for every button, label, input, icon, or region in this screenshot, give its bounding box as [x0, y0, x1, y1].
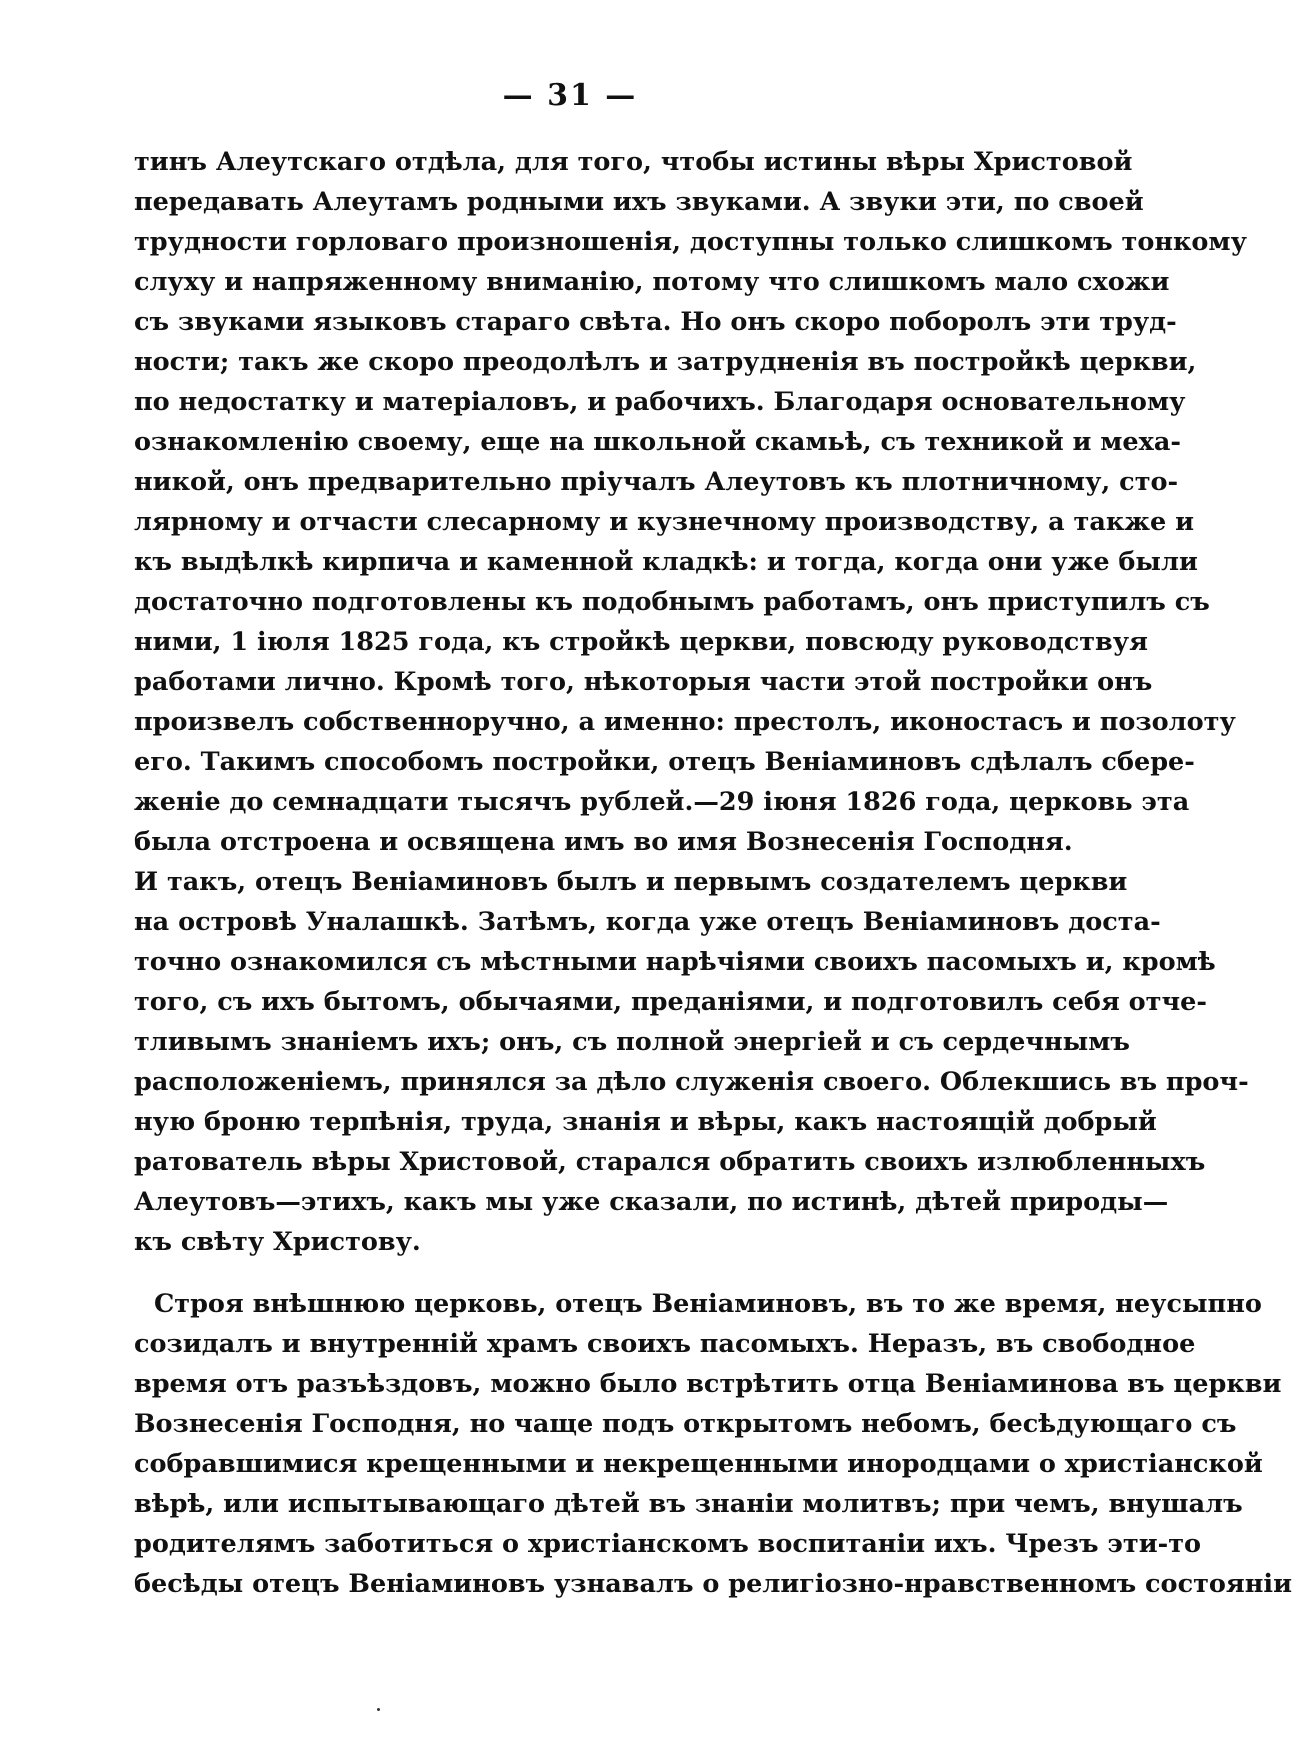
- text-line: родителямъ заботиться о христіанскомъ воспитаніи ихъ. Чрезъ эти-то: [134, 1529, 1202, 1559]
- text-line: лярному и отчасти слесарному и кузнечному производству, а также и: [134, 507, 1195, 537]
- body-text: [134, 142, 1292, 1604]
- text-line: расположеніемъ, принялся за дѣло служенія своего. Облекшись въ проч-: [134, 1067, 1249, 1097]
- text-line: была отстроена и освящена имъ во имя Вознесенія Господня.: [134, 827, 1073, 857]
- text-line: ную броню терпѣнія, труда, знанія и вѣры, какъ настоящій добрый: [134, 1107, 1157, 1137]
- text-line: ними, 1 іюля 1825 года, къ стройкѣ церкви, повсюду руководствуя: [134, 627, 1148, 657]
- paragraph-gap: [134, 1262, 1004, 1284]
- text-line: тинъ Алеутскаго отдѣла, для того, чтобы истины вѣры Христовой: [134, 147, 1133, 177]
- text-line: созидалъ и внутренній храмъ своихъ пасомыхъ. Неразъ, въ свободное: [134, 1329, 1196, 1359]
- text-line: къ выдѣлкѣ кирпича и каменной кладкѣ: и тогда, когда они уже были: [134, 547, 1198, 577]
- text-line: тливымъ знаніемъ ихъ; онъ, съ полной энергіей и съ сердечнымъ: [134, 1027, 1130, 1057]
- text-line: достаточно подготовлены къ подобнымъ работамъ, онъ приступилъ съ: [134, 587, 1210, 617]
- print-speck: [377, 1708, 380, 1711]
- text-line: Строя внѣшнюю церковь, отецъ Веніаминовъ, въ то же время, неусыпно: [154, 1289, 1262, 1319]
- text-line: трудности горловаго произношенія, доступны только слишкомъ тонкому: [134, 227, 1247, 257]
- text-line: точно ознакомился съ мѣстными нарѣчіями своихъ пасомыхъ и, кромѣ: [134, 947, 1216, 977]
- page-number: — 31 —: [502, 78, 638, 113]
- text-line: того, съ ихъ бытомъ, обычаями, преданіями, и подготовилъ себя отче-: [134, 987, 1207, 1017]
- text-line: передавать Алеутамъ родными ихъ звуками. А звуки эти, по своей: [134, 187, 1144, 217]
- text-line: Алеутовъ—этихъ, какъ мы уже сказали, по истинѣ, дѣтей природы—: [134, 1187, 1169, 1217]
- text-line: ратователь вѣры Христовой, старался обратить своихъ излюбленныхъ: [134, 1147, 1206, 1177]
- text-line: вѣрѣ, или испытывающаго дѣтей въ знаніи молитвъ; при чемъ, внушалъ: [134, 1489, 1243, 1519]
- text-line: съ звуками языковъ стараго свѣта. Но онъ скоро поборолъ эти труд-: [134, 307, 1177, 337]
- text-line: къ свѣту Христову.: [134, 1227, 421, 1257]
- text-line: по недостатку и матеріаловъ, и рабочихъ. Благодаря основательному: [134, 387, 1186, 417]
- text-line: на островѣ Уналашкѣ. Затѣмъ, когда уже отецъ Веніаминовъ доста-: [134, 907, 1161, 937]
- text-line: ознакомленію своему, еще на школьной скамьѣ, съ техникой и меха-: [134, 427, 1181, 457]
- paragraph-1: [134, 142, 1249, 1262]
- text-line: время отъ разъѣздовъ, можно было встрѣтить отца Веніаминова въ церкви: [134, 1369, 1282, 1399]
- text-line: Вознесенія Господня, но чаще подъ открытомъ небомъ, бесѣдующаго съ: [134, 1409, 1237, 1439]
- text-line: собравшимися крещенными и некрещенными инородцами о христіанской: [134, 1449, 1263, 1479]
- text-line: никой, онъ предварительно пріучалъ Алеутовъ къ плотничному, сто-: [134, 467, 1179, 497]
- paragraph-2: [134, 1284, 1292, 1604]
- text-line: женіе до семнадцати тысячъ рублей.—29 іюня 1826 года, церковь эта: [134, 787, 1190, 817]
- text-line: его. Такимъ способомъ постройки, отецъ Веніаминовъ сдѣлалъ сбере-: [134, 747, 1195, 777]
- text-line: бесѣды отецъ Веніаминовъ узнавалъ о религіозно-нравственномъ состояніи: [134, 1569, 1292, 1599]
- text-line: произвелъ собственноручно, а именно: престолъ, иконостасъ и позолоту: [134, 707, 1236, 737]
- text-line: работами лично. Кромѣ того, нѣкоторыя части этой постройки онъ: [134, 667, 1153, 697]
- text-line: И такъ, отецъ Веніаминовъ былъ и первымъ создателемъ церкви: [134, 867, 1128, 897]
- text-line: слуху и напряженному вниманію, потому что слишкомъ мало схожи: [134, 267, 1170, 297]
- text-line: ности; такъ же скоро преодолѣлъ и затрудненія въ постройкѣ церкви,: [134, 347, 1197, 377]
